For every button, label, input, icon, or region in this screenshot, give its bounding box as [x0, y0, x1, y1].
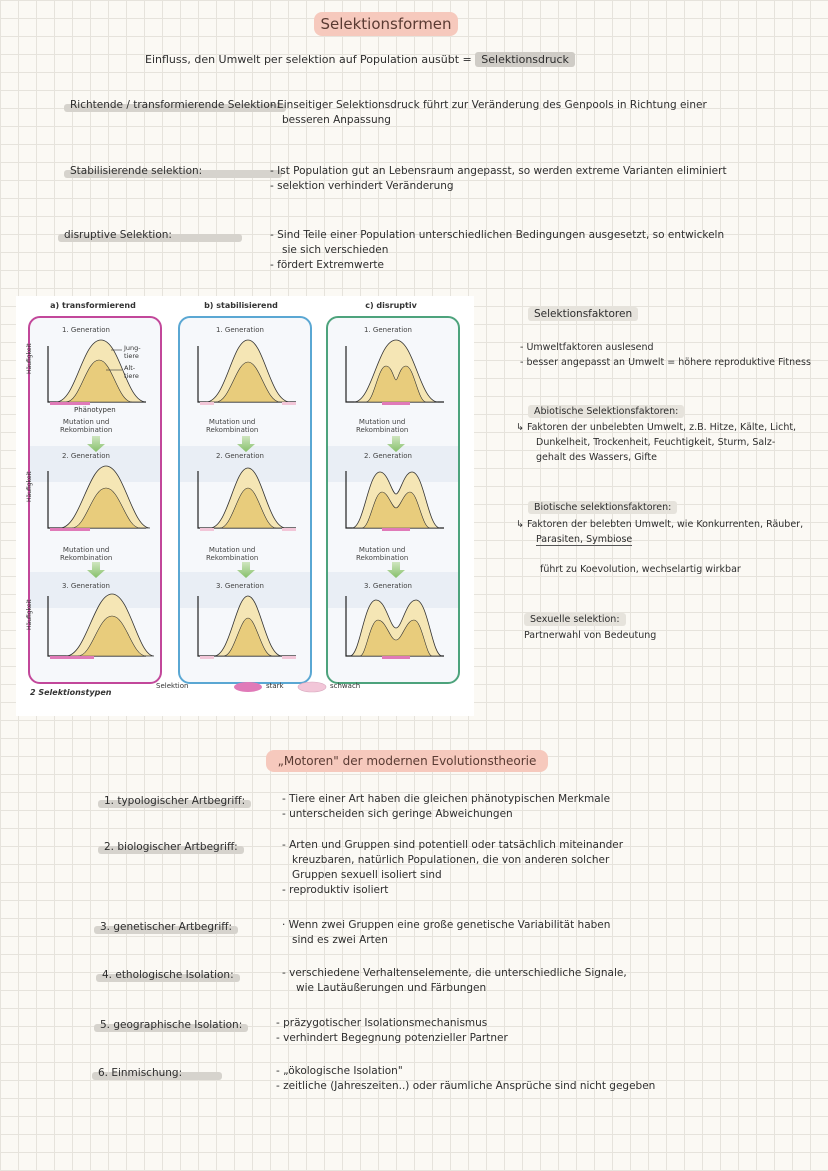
term-geographisch: 5. geographische Isolation: — [100, 1018, 242, 1033]
biotic-note: führt zu Koevolution, wechselartig wirkbar — [540, 564, 741, 575]
gen1-label-c: 1. Generation — [364, 326, 412, 334]
sexual-heading: Sexuelle selektion: — [524, 612, 626, 627]
gen3-label-a: 3. Generation — [62, 582, 110, 590]
panel-title-b: b) stabilisierend — [204, 301, 278, 310]
term-richtende: Richtende / transformierende Selektion: — [70, 98, 280, 113]
legend-weak: schwach — [330, 682, 361, 690]
y-axis-label: Häufigkeit — [26, 471, 33, 502]
desc-typologisch: - Tiere einer Art haben die gleichen phänotypischen Merkmale - unterscheiden sich geringe Abweichungen — [282, 793, 611, 820]
legend-strong: stark — [266, 682, 284, 690]
term-disruptive: disruptive Selektion: — [64, 228, 172, 243]
y-axis-label: Häufigkeit — [26, 599, 33, 630]
definition-highlight: Selektionsdruck — [475, 52, 575, 67]
gen3-label-b: 3. Generation — [216, 582, 264, 590]
y-axis-label: Häufigkeit — [26, 343, 33, 374]
term-biologisch: 2. biologischer Artbegriff: — [104, 840, 238, 855]
term-stabilisierende: Stabilisierende selektion: — [70, 164, 202, 179]
mutation-label: Mutation und Rekombination — [356, 418, 409, 434]
term-typologisch: 1. typologischer Artbegriff: — [104, 794, 245, 809]
gen3-label-c: 3. Generation — [364, 582, 412, 590]
biotic-heading: Biotische selektionsfaktoren: — [528, 500, 677, 515]
gen1-label-b: 1. Generation — [216, 326, 264, 334]
gen1-label-a: 1. Generation — [62, 326, 110, 334]
legend-label: Selektion — [156, 682, 189, 690]
x-axis-label: Phänotypen — [74, 406, 116, 414]
alttiere-label: Alt- tiere — [124, 364, 139, 380]
panel-title-a: a) transformierend — [50, 301, 136, 310]
biotic-list: ↳ Faktoren der belebten Umwelt, wie Konkurrenten, Räuber, Parasiten, Symbiose — [516, 519, 804, 545]
mutation-label: Mutation und Rekombination — [356, 546, 409, 562]
jungtiere-label: Jung- tiere — [124, 344, 141, 360]
panel-title-c: c) disruptiv — [365, 301, 417, 310]
selection-types-figure — [16, 296, 474, 716]
desc-disruptive: - Sind Teile einer Population unterschiedlichen Bedingungen ausgesetzt, so entwickeln sie sich verschieden - fördert Extremwerte — [270, 229, 725, 271]
mutation-label: Mutation und Rekombination — [206, 418, 259, 434]
desc-richtende: - Einseitiger Selektionsdruck führt zur Veränderung des Genpools in Richtung einer besseren Anpassung — [270, 99, 707, 126]
mutation-label: Mutation und Rekombination — [60, 546, 113, 562]
definition-text: Einfluss, den Umwelt per selektion auf Population ausübt = — [145, 53, 472, 66]
page-title: Selektionsformen — [314, 12, 458, 36]
gen2-label-b: 2. Generation — [216, 452, 264, 460]
desc-einmischung: - „ökologische Isolation" - zeitliche (Jahreszeiten..) oder räumliche Ansprüche sind nicht gegeben — [276, 1065, 656, 1092]
desc-stabilisierende: - Ist Population gut an Lebensraum angepasst, so werden extreme Varianten eliminiert - selektion verhindert Veränderung — [270, 165, 727, 192]
factors-heading: Selektionsfaktoren — [528, 307, 638, 322]
definition-line — [145, 52, 575, 67]
abiotic-list: ↳ Faktoren der unbelebten Umwelt, z.B. Hitze, Kälte, Licht, Dunkelheit, Trockenheit, Feuchtigkeit, Sturm, Salz- gehalt des Wassers, Gifte — [516, 422, 797, 463]
section-title-motoren: „Motoren" der modernen Evolutionstheorie — [266, 750, 548, 772]
desc-biologisch: - Arten und Gruppen sind potentiell oder tatsächlich miteinander kreuzbaren, natürlich Populationen, die von anderen solcher Gruppen sexuell isoliert sind - reproduktiv isoliert — [282, 839, 624, 896]
term-ethologisch: 4. ethologische Isolation: — [102, 968, 234, 983]
desc-ethologisch: - verschiedene Verhaltenselemente, die unterschiedliche Signale, wie Lautäußerungen und Färbungen — [282, 967, 627, 994]
gen2-label-c: 2. Generation — [364, 452, 412, 460]
term-einmischung: 6. Einmischung: — [98, 1066, 182, 1081]
term-genetisch: 3. genetischer Artbegriff: — [100, 920, 232, 935]
figure-caption: 2 Selektionstypen — [30, 688, 112, 697]
mutation-label: Mutation und Rekombination — [206, 546, 259, 562]
factors-general: - Umweltfaktoren auslesend - besser angepasst an Umwelt = höhere reproduktive Fitness — [520, 342, 811, 368]
sexual-text: Partnerwahl von Bedeutung — [524, 630, 657, 641]
abiotic-heading: Abiotische Selektionsfaktoren: — [528, 404, 684, 419]
curves-svg — [16, 296, 474, 716]
desc-genetisch: · Wenn zwei Gruppen eine große genetische Variabilität haben sind es zwei Arten — [282, 919, 611, 946]
desc-geographisch: - präzygotischer Isolationsmechanismus - verhindert Begegnung potenzieller Partner — [276, 1017, 508, 1044]
mutation-label: Mutation und Rekombination — [60, 418, 113, 434]
gen2-label-a: 2. Generation — [62, 452, 110, 460]
